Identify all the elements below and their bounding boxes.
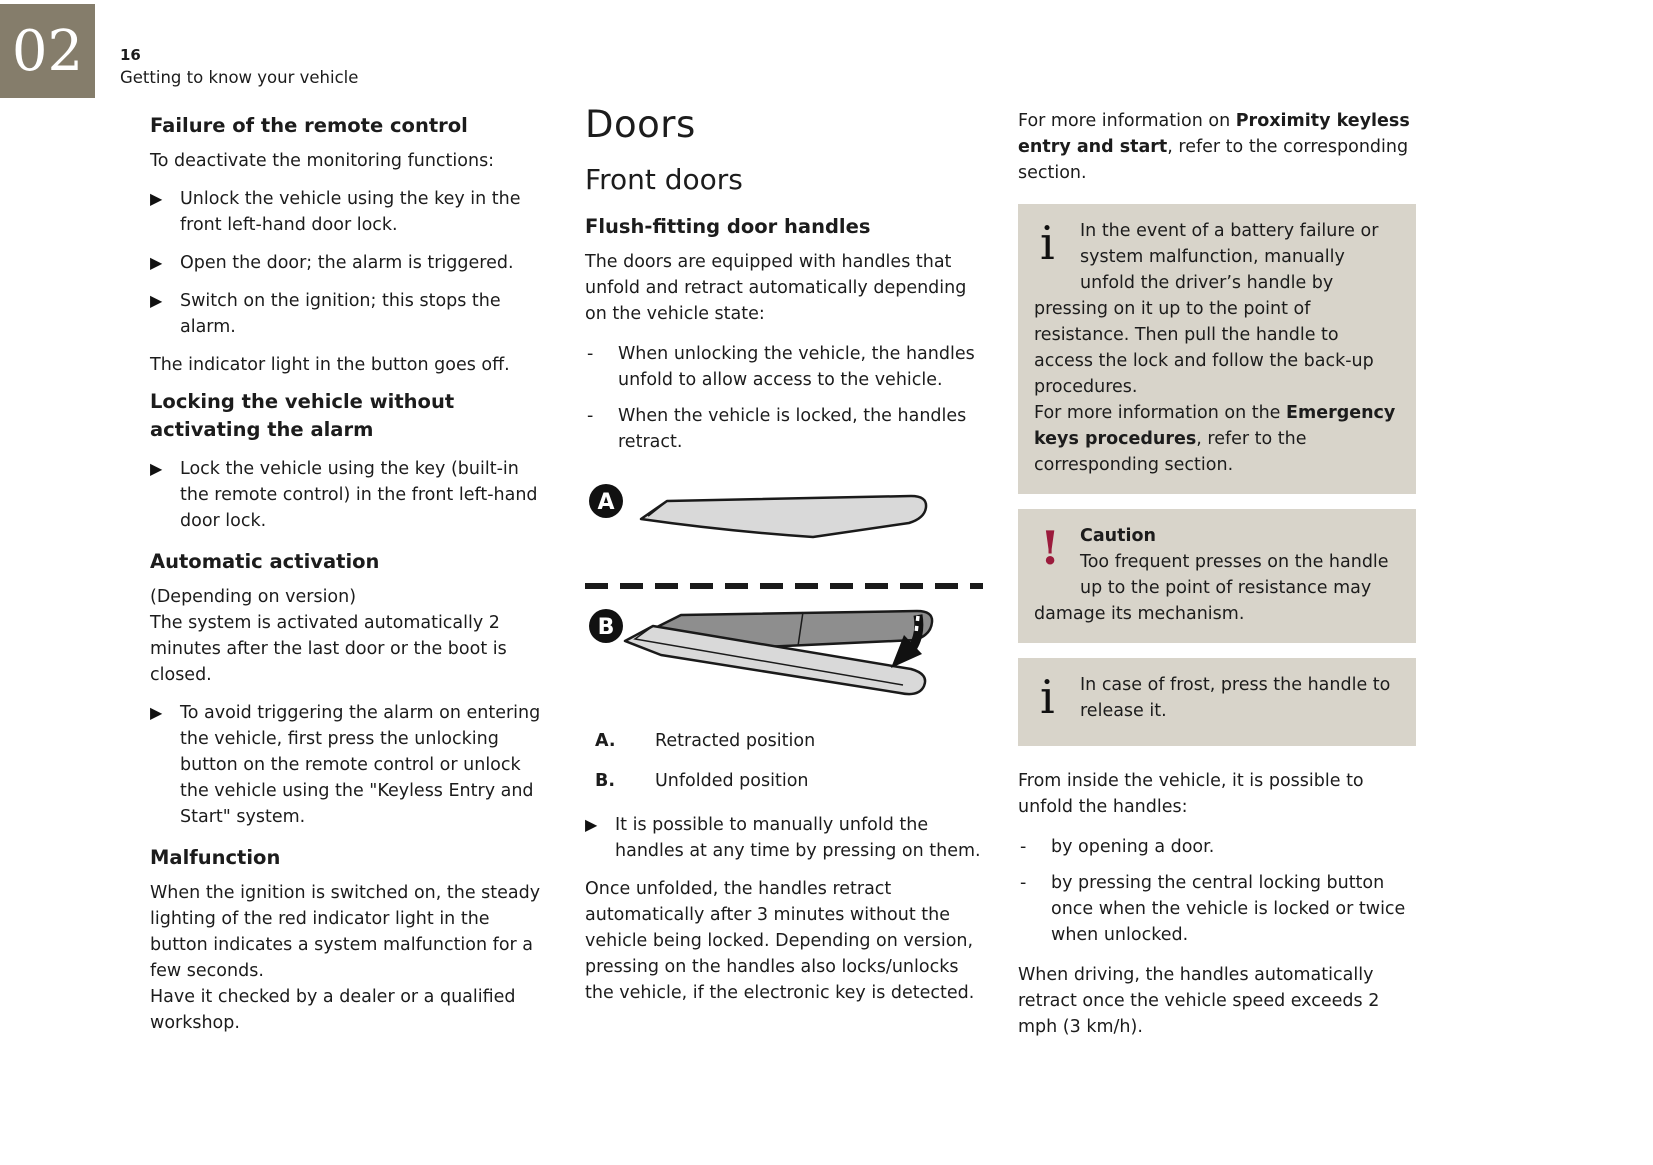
retracted-handle-shape — [641, 496, 926, 537]
arrow-bullet-icon: ▶ — [150, 291, 163, 310]
legend-row-b — [585, 768, 983, 794]
info-icon: i — [1040, 670, 1055, 724]
list-item — [150, 456, 548, 534]
dash-bullet-icon: - — [1020, 837, 1027, 857]
page-number: 16 — [120, 46, 141, 64]
info-box-frost — [1018, 658, 1416, 746]
arrow-bullet-icon: ▶ — [150, 703, 163, 722]
list-item-text: by pressing the central locking button once when the vehicle is locked or twice when unlocked. — [1051, 873, 1406, 945]
text-segment-bold: Proximity keyless entry and start — [1018, 111, 1410, 157]
column-center — [585, 103, 983, 1006]
list-item-text: Switch on the ignition; this stops the alarm. — [180, 291, 501, 337]
list-item — [1018, 870, 1416, 948]
chapter-number-badge — [0, 4, 95, 98]
column-left — [150, 112, 548, 1036]
legend-key-a: A. — [595, 731, 616, 751]
column-right — [1018, 108, 1416, 1040]
heading-flush-fitting-handles: Flush-fitting door handles — [585, 215, 871, 238]
text-segment: , refer to the corresponding section. — [1018, 137, 1409, 183]
list-item-text: Unlock the vehicle using the key in the front left-hand door lock. — [180, 189, 521, 235]
heading-automatic-activation: Automatic activation — [150, 550, 380, 573]
caution-text: Too frequent presses on the handle up to the point of resistance may damage its mechanism. — [1034, 552, 1389, 624]
list-item — [150, 250, 548, 276]
text-segment: , refer to the corresponding section. — [1034, 429, 1307, 475]
legend-row-a — [585, 728, 983, 754]
heading-doors: Doors — [585, 103, 696, 146]
caution-icon: ! — [1040, 521, 1061, 575]
paragraph-from-inside: From inside the vehicle, it is possible to unfold the handles: — [1018, 771, 1364, 817]
info-box-battery-failure — [1018, 204, 1416, 494]
chapter-number: 02 — [11, 18, 84, 84]
arrow-bullet-icon: ▶ — [150, 189, 163, 208]
legend-key-b: B. — [595, 771, 615, 791]
door-handle-positions-illustration — [585, 479, 983, 704]
list-item — [585, 341, 983, 393]
page-header — [120, 46, 358, 87]
list-item-text: When unlocking the vehicle, the handles unfold to allow access to the vehicle. — [618, 344, 975, 390]
list-item — [150, 186, 548, 238]
list-item — [585, 403, 983, 455]
list-item-text: To avoid triggering the alarm on entering the vehicle, first press the unlocking button on the remote control or unlock the vehicle using the "Keyless Entry and Start" system. — [180, 703, 541, 827]
paragraph-deactivate: To deactivate the monitoring functions: — [150, 151, 495, 171]
legend-text-a: Retracted position — [655, 731, 816, 751]
arrow-bullet-icon: ▶ — [585, 815, 598, 834]
list-item — [150, 700, 548, 830]
info-box-more — [1034, 400, 1400, 478]
label-a-text: A — [597, 490, 615, 515]
text-segment-bold: Emergency keys procedures — [1034, 403, 1396, 449]
text-segment: For more information on — [1018, 111, 1236, 131]
paragraph-equipped: The doors are equipped with handles that unfold and retract automatically depending on the vehicle state: — [585, 252, 967, 324]
heading-front-doors: Front doors — [585, 163, 743, 196]
caution-title: Caution — [1080, 526, 1156, 546]
dash-bullet-icon: - — [587, 344, 594, 364]
paragraph-auto-activation: The system is activated automatically 2 minutes after the last door or the boot is closed. — [150, 613, 507, 685]
list-item-text: by opening a door. — [1051, 837, 1215, 857]
heading-failure-remote-control: Failure of the remote control — [150, 114, 468, 137]
heading-malfunction: Malfunction — [150, 846, 281, 869]
paragraph-have-checked: Have it checked by a dealer or a qualified workshop. — [150, 987, 516, 1033]
info-box-text: In the event of a battery failure or system malfunction, manually unfold the driver’s handle by pressing on it up to the point of resistance. Then pull the handle to access the lock and follow the back-up procedures. — [1034, 221, 1379, 397]
list-item — [150, 288, 548, 340]
dash-bullet-icon: - — [1020, 873, 1027, 893]
paragraph-malfunction: When the ignition is switched on, the steady lighting of the red indicator light in the button indicates a system malfunction for a few seconds. — [150, 883, 541, 981]
list-item — [585, 812, 983, 864]
info-box-text: In case of frost, press the handle to release it. — [1080, 675, 1391, 721]
list-item-text: It is possible to manually unfold the handles at any time by pressing on them. — [615, 815, 981, 861]
paragraph-depending-version: (Depending on version) — [150, 587, 357, 607]
text-segment: For more information on the — [1034, 403, 1287, 423]
list-item — [1018, 834, 1416, 860]
heading-locking-without-alarm: Locking the vehicle without activating the alarm — [150, 390, 455, 441]
arrow-bullet-icon: ▶ — [150, 459, 163, 478]
list-item-text: When the vehicle is locked, the handles retract. — [618, 406, 967, 452]
dash-bullet-icon: - — [587, 406, 594, 426]
legend-text-b: Unfolded position — [655, 771, 809, 791]
list-item-text: Lock the vehicle using the key (built-in the remote control) in the front left-hand door lock. — [180, 459, 538, 531]
caution-box — [1018, 509, 1416, 643]
label-b-text: B — [597, 615, 615, 640]
paragraph-more-info-keyless — [1018, 108, 1416, 186]
arrow-bullet-icon: ▶ — [150, 253, 163, 272]
list-item-text: Open the door; the alarm is triggered. — [180, 253, 514, 273]
paragraph-indicator-light: The indicator light in the button goes off. — [150, 355, 510, 375]
paragraph-once-unfolded: Once unfolded, the handles retract automatically after 3 minutes without the vehicle being locked. Depending on version, pressing on the handles also locks/unlocks the vehicle, if the electronic key is detected. — [585, 879, 975, 1003]
info-icon: i — [1040, 216, 1055, 270]
section-title: Getting to know your vehicle — [120, 68, 359, 87]
paragraph-when-driving: When driving, the handles automatically retract once the vehicle speed exceeds 2 mph (3 km/h). — [1018, 965, 1380, 1037]
